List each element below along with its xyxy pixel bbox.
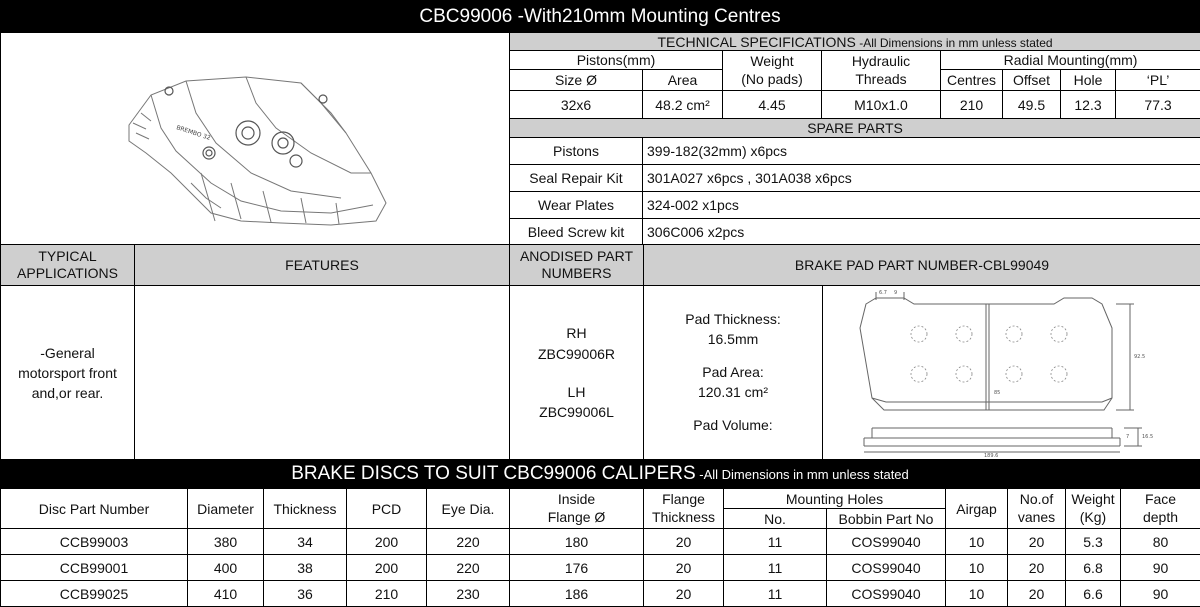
cell: 10 [946, 555, 1008, 581]
cell: 400 [188, 555, 264, 581]
weight-header: Weight (No pads) [723, 51, 822, 91]
cell: 5.3 [1066, 529, 1121, 555]
cell: COS99040 [827, 529, 946, 555]
weight-value: 4.45 [723, 91, 822, 119]
rh-part-number: ZBC99006R [537, 345, 616, 362]
dim-label: 92.5 [1133, 354, 1145, 360]
features-cell [135, 286, 510, 461]
cell: 20 [644, 555, 724, 581]
hole-header: Hole [1061, 70, 1116, 91]
discs-title-note: -All Dimensions in mm unless stated [695, 467, 909, 482]
col-header-inside-flange: Inside Flange Ø [510, 489, 644, 529]
cell: 20 [1008, 581, 1066, 607]
applications-table [0, 244, 1200, 461]
offset-header: Offset [1003, 70, 1061, 91]
pistons-group-header: Pistons(mm) [510, 51, 723, 70]
cell: 11 [724, 555, 827, 581]
cell: 80 [1121, 529, 1200, 555]
discs-title: BRAKE DISCS TO SUIT CBC99006 CALIPERS [291, 463, 696, 484]
cell: 6.6 [1066, 581, 1121, 607]
title-band [0, 0, 1200, 33]
brake-pad-drawing [824, 286, 1200, 458]
brake-pad-header: BRAKE PAD PART NUMBER-CBL99049 [644, 245, 1200, 286]
dim-label: 6.7 [878, 290, 887, 296]
cell: 200 [347, 529, 427, 555]
lh-part-number: ZBC99006L [539, 404, 614, 421]
col-header-no: No. [724, 509, 827, 529]
col-header-pcd: PCD [347, 489, 427, 529]
rh-label: RH [566, 325, 587, 342]
col-header-vanes: No.of vanes [1008, 489, 1066, 529]
pad-specs: Pad Thickness: 16.5mm Pad Area: 120.31 cm² Pad Volume: [644, 286, 823, 460]
cell: 10 [946, 529, 1008, 555]
cell: 10 [946, 581, 1008, 607]
cell: 20 [1008, 555, 1066, 581]
cell: 220 [427, 555, 510, 581]
spare-label: Wear Plates [510, 192, 643, 219]
spare-value: 306C006 x2pcs [643, 219, 1200, 246]
spare-value: 399-182(32mm) x6pcs [643, 138, 1200, 165]
pl-value: 77.3 [1116, 91, 1200, 119]
cell: 380 [188, 529, 264, 555]
cell: 230 [427, 581, 510, 607]
col-header-bobbin: Bobbin Part No [827, 509, 946, 529]
cell: 6.8 [1066, 555, 1121, 581]
caliper-marking-text: BREMBO 32 [175, 124, 212, 142]
spare-value: 301A027 x6pcs , 301A038 x6pcs [643, 165, 1200, 192]
anodised-header: ANODISED PART NUMBERS [510, 245, 644, 286]
hole-value: 12.3 [1061, 91, 1116, 119]
dim-label: 16.5 [1141, 434, 1153, 440]
brake-pad-cell [644, 286, 1200, 461]
hydraulic-header: Hydraulic Threads [822, 51, 941, 91]
cell: 410 [188, 581, 264, 607]
cell: 220 [427, 529, 510, 555]
discs-band [0, 459, 1200, 489]
area-header: Area [643, 70, 723, 91]
col-header-diameter: Diameter [188, 489, 264, 529]
col-header-airgap: Airgap [946, 489, 1008, 529]
cell: 180 [510, 529, 644, 555]
table-row [1, 529, 1200, 555]
cell: 11 [724, 529, 827, 555]
centres-header: Centres [941, 70, 1003, 91]
radial-group-header: Radial Mounting(mm) [941, 51, 1200, 70]
spare-parts-header: SPARE PARTS [510, 119, 1200, 138]
spare-value: 324-002 x1pcs [643, 192, 1200, 219]
tech-spec-header: TECHNICAL SPECIFICATIONS -All Dimensions in mm unless stated [510, 33, 1200, 51]
col-header-thickness: Thickness [264, 489, 347, 529]
cell: 20 [644, 581, 724, 607]
cell: 38 [264, 555, 347, 581]
pad-drawing-area [823, 286, 1200, 460]
dim-label: 7 [1125, 434, 1129, 440]
cell: 34 [264, 529, 347, 555]
size-value: 32x6 [510, 91, 643, 119]
caliper-image-panel [0, 32, 510, 245]
typical-applications-header: TYPICAL APPLICATIONS [1, 245, 135, 286]
cell: 36 [264, 581, 347, 607]
cell: CCB99003 [1, 529, 188, 555]
discs-table [0, 488, 1200, 607]
spare-label: Pistons [510, 138, 643, 165]
cell: COS99040 [827, 581, 946, 607]
col-header-part: Disc Part Number [1, 489, 188, 529]
anodised-cell [510, 286, 644, 461]
col-header-eye: Eye Dia. [427, 489, 510, 529]
threads-value: M10x1.0 [822, 91, 941, 119]
col-header-weight: Weight (Kg) [1066, 489, 1121, 529]
cell: 11 [724, 581, 827, 607]
applications-cell: -General motorsport front and,or rear. [1, 286, 135, 461]
spare-label: Seal Repair Kit [510, 165, 643, 192]
col-header-mounting: Mounting Holes [724, 489, 946, 509]
cell: 20 [644, 529, 724, 555]
dim-label: 85 [993, 390, 1000, 396]
cell: COS99040 [827, 555, 946, 581]
cell: 20 [1008, 529, 1066, 555]
col-header-face-depth: Face depth [1121, 489, 1200, 529]
cell: 210 [347, 581, 427, 607]
centres-value: 210 [941, 91, 1003, 119]
pl-header: ‘PL’ [1116, 70, 1200, 91]
size-header: Size Ø [510, 70, 643, 91]
tech-spec-table [509, 32, 1200, 246]
offset-value: 49.5 [1003, 91, 1061, 119]
dim-label: 189.6 [983, 453, 998, 458]
cell: 176 [510, 555, 644, 581]
dim-label: 9 [893, 290, 897, 296]
table-row [1, 555, 1200, 581]
cell: 90 [1121, 581, 1200, 607]
cell: CCB99001 [1, 555, 188, 581]
spare-label: Bleed Screw kit [510, 219, 643, 246]
cell: CCB99025 [1, 581, 188, 607]
table-row [1, 581, 1200, 607]
col-header-flange-thickness: Flange Thickness [644, 489, 724, 529]
page-title: CBC99006 -With210mm Mounting Centres [419, 6, 781, 27]
area-value: 48.2 cm² [643, 91, 723, 119]
cell: 200 [347, 555, 427, 581]
cell: 90 [1121, 555, 1200, 581]
lh-label: LH [567, 384, 586, 400]
caliper-drawing [1, 33, 509, 244]
features-header: FEATURES [135, 245, 510, 286]
cell: 186 [510, 581, 644, 607]
